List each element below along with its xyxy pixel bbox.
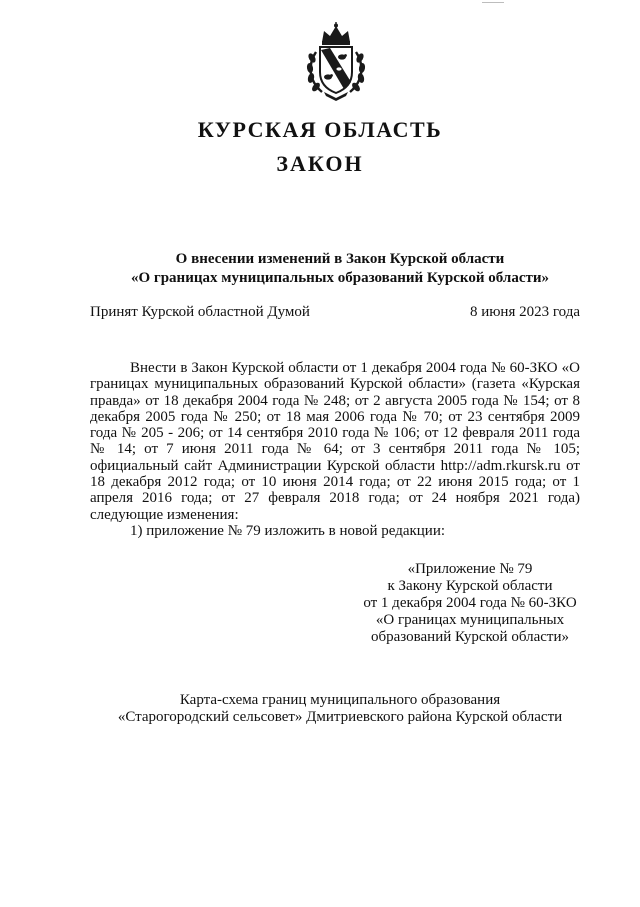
appendix-line: образований Курской области» [371,629,569,645]
region-title: КУРСКАЯ ОБЛАСТЬ [197,117,443,142]
appendix-line: от 1 декабря 2004 года № 60-ЗКО [363,595,577,611]
adopted-by: Принят Курской областной Думой [90,304,310,320]
appendix-line: к Закону Курской области [387,578,553,594]
law-subject-line: О внесении изменений в Закон Курской области [175,251,505,267]
amendment-item: 1) приложение № 79 изложить в новой редакции: [130,523,446,539]
appendix-header [320,561,620,646]
map-title-line: «Старогородский сельсовет» Дмитриевского района Курской области [117,709,563,725]
appendix-line: «Приложение № 79 [407,561,533,577]
appendix-line: «О границах муниципальных [375,612,565,628]
kursk-coat-of-arms-icon [302,22,370,102]
law-subject [60,250,620,288]
law-subject-line: «О границах муниципальных образований Курской области» [130,270,549,286]
map-title [60,692,620,726]
document-type-title: ЗАКОН [276,151,364,176]
body-paragraph: Внести в Закон Курской области от 1 декабря 2004 года № 60-ЗКО «О границах муниципальных образований Курской области» (газета «Курская правда» от 18 декабря 2004 года № 248; от 2 августа 2005 года № 154; от 8 декабря 2005 года № 250; от 18 мая 2006 года № 70; от 23 сентября 2009 года № 205 - 206; от 14 сентября 2010 года № 106; от 12 февраля 2011 года № 14; от 7 июня 2011 года № 64; от 3 сентября 2011 года № 105; официальный сайт Администрации Курской области http://adm.rkursk.ru от 18 декабря 2012 года; от 10 июня 2014 года; от 22 июня 2015 года; от 1 апреля 2016 года; от 27 февраля 2018 года; от 24 ноября 2021 года) следующие изменения: [90,360,580,523]
scan-mark [482,2,504,3]
adoption-date: 8 июня 2023 года [469,304,580,320]
map-title-line: Карта-схема границ муниципального образования [179,692,501,708]
adoption-row [90,303,580,322]
